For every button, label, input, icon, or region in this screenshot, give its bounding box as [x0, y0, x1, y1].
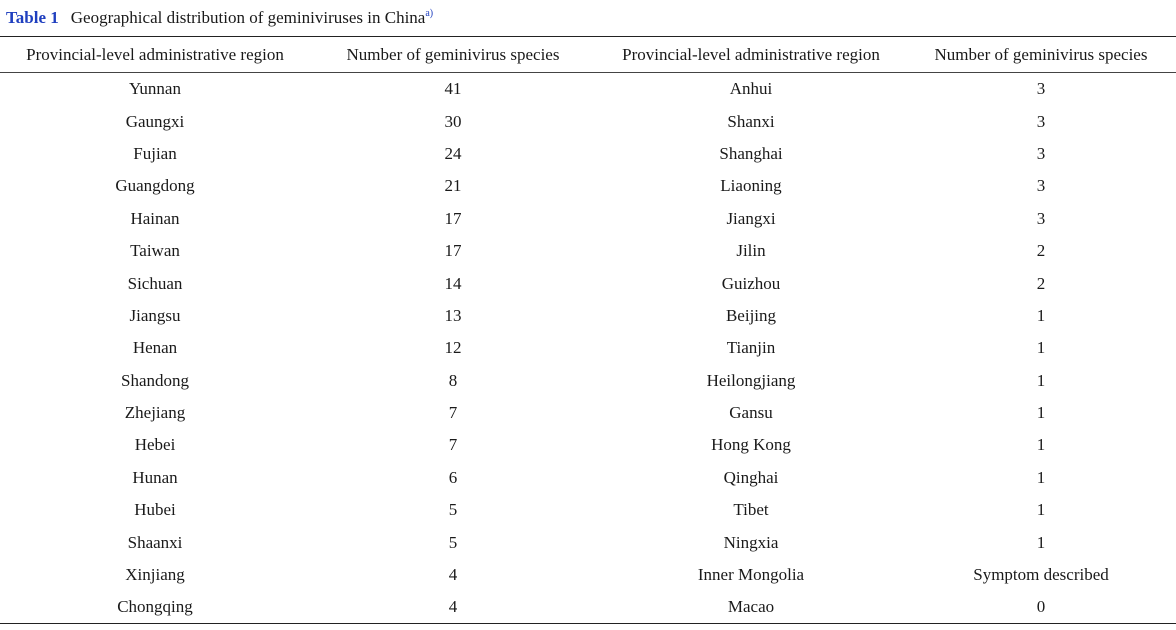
- region-cell: Liaoning: [720, 176, 782, 196]
- count-cell: 7: [448, 435, 458, 455]
- table-header-row: [0, 37, 1176, 72]
- region-cell: Heilongjiang: [706, 370, 796, 390]
- footnote-mark: a): [425, 8, 434, 19]
- count-cell: 1: [1036, 532, 1046, 552]
- count-cell: 1: [1036, 305, 1046, 325]
- count-cell: 17: [444, 241, 462, 261]
- header-count-1: Number of geminivirus species: [346, 44, 560, 64]
- region-cell: Shaanxi: [127, 532, 183, 552]
- region-cell: Jiangsu: [129, 305, 181, 325]
- table-row: [0, 332, 1176, 364]
- table-row: [0, 429, 1176, 461]
- region-cell: Jiangxi: [726, 208, 776, 228]
- count-cell: 12: [444, 338, 462, 358]
- region-cell: Tianjin: [726, 338, 776, 358]
- table-row: [0, 138, 1176, 170]
- region-cell: Guangdong: [115, 176, 195, 196]
- count-cell: 3: [1036, 208, 1046, 228]
- count-cell: 4: [448, 597, 458, 617]
- region-cell: Qinghai: [723, 467, 779, 487]
- region-cell: Shanxi: [727, 111, 775, 131]
- count-cell: 17: [444, 208, 462, 228]
- table-caption: [6, 8, 433, 28]
- table-row: [0, 462, 1176, 494]
- region-cell: Fujian: [133, 143, 177, 163]
- region-cell: Gansu: [729, 403, 773, 423]
- table-row: [0, 591, 1176, 623]
- region-cell: Zhejiang: [124, 403, 186, 423]
- count-cell: 1: [1036, 467, 1046, 487]
- table-body: [0, 73, 1176, 624]
- region-cell: Sichuan: [127, 273, 183, 293]
- region-cell: Jilin: [736, 241, 766, 261]
- count-cell: 41: [444, 79, 462, 99]
- table-row: [0, 235, 1176, 267]
- header-region-2: Provincial-level administrative region: [622, 44, 880, 64]
- count-cell: 3: [1036, 176, 1046, 196]
- table-row: [0, 300, 1176, 332]
- table-row: [0, 559, 1176, 591]
- region-cell: Anhui: [729, 79, 773, 99]
- table-label: Table 1: [6, 8, 59, 27]
- table-title: Geographical distribution of geminiviruses in China: [70, 8, 426, 27]
- region-cell: Gaungxi: [125, 111, 185, 131]
- count-cell: 5: [448, 500, 458, 520]
- bottom-rule: [0, 623, 1176, 624]
- region-cell: Yunnan: [129, 79, 181, 99]
- region-cell: Guizhou: [721, 273, 781, 293]
- region-cell: Shanghai: [719, 143, 783, 163]
- count-cell: 2: [1036, 273, 1046, 293]
- region-cell: Xinjiang: [125, 565, 185, 585]
- table-row: [0, 267, 1176, 299]
- count-cell: 4: [448, 565, 458, 585]
- count-cell: 3: [1036, 143, 1046, 163]
- count-cell: 30: [444, 111, 462, 131]
- region-cell: Hong Kong: [711, 435, 791, 455]
- count-cell: 14: [444, 273, 462, 293]
- region-cell: Hebei: [134, 435, 176, 455]
- header-count-2: Number of geminivirus species: [934, 44, 1148, 64]
- count-cell: 5: [448, 532, 458, 552]
- region-cell: Henan: [132, 338, 178, 358]
- count-cell: 1: [1036, 500, 1046, 520]
- region-cell: Macao: [727, 597, 775, 617]
- count-cell: 13: [444, 305, 462, 325]
- count-cell: 24: [444, 143, 462, 163]
- count-cell: 6: [448, 467, 458, 487]
- region-cell: Ningxia: [723, 532, 779, 552]
- count-cell: 1: [1036, 370, 1046, 390]
- count-cell: 21: [444, 176, 462, 196]
- region-cell: Chongqing: [117, 597, 193, 617]
- region-cell: Taiwan: [130, 241, 180, 261]
- table-row: [0, 105, 1176, 137]
- region-cell: Hubei: [134, 500, 176, 520]
- table-row: [0, 365, 1176, 397]
- count-cell: 8: [448, 370, 458, 390]
- table-row: [0, 73, 1176, 105]
- count-cell: 1: [1036, 435, 1046, 455]
- region-cell: Tibet: [733, 500, 769, 520]
- region-cell: Hunan: [132, 467, 178, 487]
- table-row: [0, 397, 1176, 429]
- header-region-1: Provincial-level administrative region: [26, 44, 284, 64]
- count-cell: 7: [448, 403, 458, 423]
- count-cell: 2: [1036, 241, 1046, 261]
- region-cell: Shandong: [121, 370, 189, 390]
- table-row: [0, 203, 1176, 235]
- table-row: [0, 170, 1176, 202]
- count-cell: 3: [1036, 79, 1046, 99]
- count-cell: 3: [1036, 111, 1046, 131]
- count-cell: 0: [1036, 597, 1046, 617]
- count-cell: 1: [1036, 338, 1046, 358]
- count-cell: Symptom described: [973, 565, 1109, 585]
- count-cell: 1: [1036, 403, 1046, 423]
- table-row: [0, 526, 1176, 558]
- region-cell: Hainan: [130, 208, 180, 228]
- region-cell: Inner Mongolia: [697, 565, 805, 585]
- region-cell: Beijing: [725, 305, 777, 325]
- table-row: [0, 494, 1176, 526]
